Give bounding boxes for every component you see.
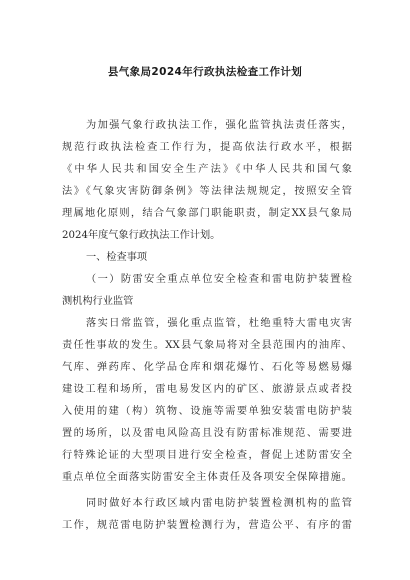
paragraph-line: 工作，规范雷电防护装置检测行为，营造公平、有序的雷 xyxy=(62,520,352,531)
subsection-heading: 测机构行业监管 xyxy=(62,296,134,307)
paragraph-line: 责任性事故的发生。XX县气象局将对全县范围内的油库、 xyxy=(62,340,352,351)
paragraph-line: 理属地化原则，结合气象部门职能职责，制定XX县气象局 xyxy=(62,208,352,219)
paragraph-line: 为加强气象行政执法工作，强化监管执法责任落实， xyxy=(86,120,352,131)
paragraph-line: 同时做好本行政区域内雷电防护装置检测机构的监管 xyxy=(86,498,352,509)
paragraph-line: 落实日常监管，强化重点监管，杜绝重特大雷电灾害 xyxy=(86,318,352,329)
paragraph-line: 入使用的建（构）筑物、设施等需要单独安装雷电防护装 xyxy=(62,406,352,417)
paragraph-line: 行特殊论证的大型项目进行安全检查，督促上述防雷安全 xyxy=(62,450,352,461)
paragraph-line: 规范行政执法检查工作行为，提高依法行政水平，根据 xyxy=(62,142,352,153)
paragraph-line: 《中华人民共和国安全生产法》《中华人民共和国气象 xyxy=(62,164,352,175)
paragraph-line: 法》《气象灾害防御条例》等法律法规规定，按照安全管 xyxy=(62,186,352,197)
section-heading: 一、检查事项 xyxy=(86,252,148,263)
paragraph-line: 气库、弹药库、化学品仓库和烟花爆竹、石化等易燃易爆 xyxy=(62,362,352,373)
paragraph-line: 2024年度气象行政执法工作计划。 xyxy=(62,230,221,241)
subsection-heading: （一）防雷安全重点单位安全检查和雷电防护装置检 xyxy=(86,274,352,285)
document-title: 县气象局2024年行政执法检查工作计划 xyxy=(107,66,303,78)
paragraph-line: 重点单位全面落实防雷安全主体责任及各项安全保障措施。 xyxy=(62,472,352,483)
paragraph-line: 建设工程和场所，雷电易发区内的矿区、旅游景点或者投 xyxy=(62,384,352,395)
paragraph-line: 置的场所，以及雷电风险高且没有防雷标准规范、需要进 xyxy=(62,428,352,439)
